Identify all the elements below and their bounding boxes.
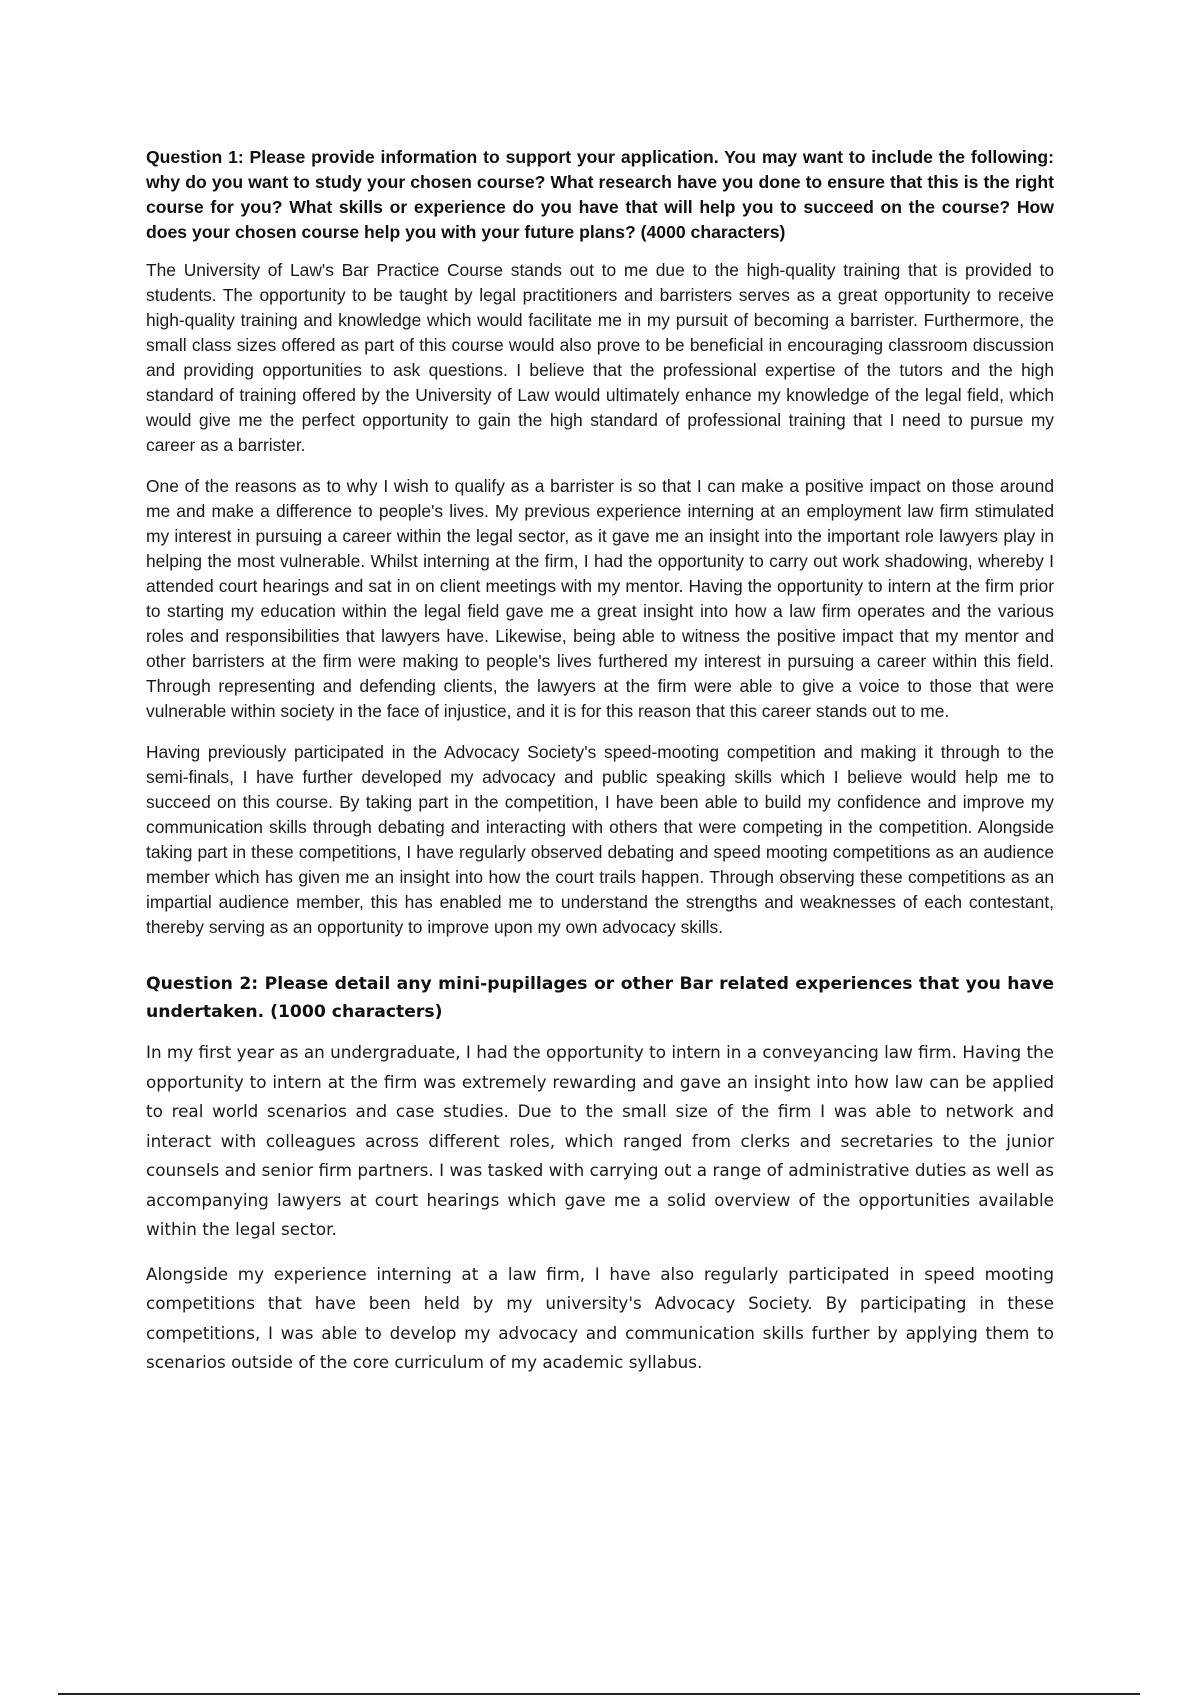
question-1-paragraph-2: One of the reasons as to why I wish to qualify as a barrister is so that I can make a positive impact on those around me and make a difference to people's lives. My previous experience interning at an employment law firm stimulated my interest in pursuing a career within the legal sector, as it gave me an insight into the important role lawyers play in helping the most vulnerable. Whilst interning at the firm, I had the opportunity to carry out work shadowing, whereby I attended court hearings and sat in on client meetings with my mentor. Having the opportunity to intern at the firm prior to starting my education within the legal field gave me a great insight into how a law firm operates and the various roles and responsibilities that lawyers have. Likewise, being able to witness the positive impact that my mentor and other barristers at the firm were making to people's lives furthered my interest in pursuing a career within this field. Through representing and defending clients, the lawyers at the firm were able to give a voice to those that were vulnerable within society in the face of injustice, and it is for this reason that this career stands out to me. [146, 476, 1054, 721]
question-2-heading: Question 2: Please detail any mini-pupillages or other Bar related experiences that you have undertaken. (1000 characters) [146, 974, 1054, 1022]
page-bottom-rule [58, 1693, 1140, 1695]
question-2-paragraph-1: In my first year as an undergraduate, I had the opportunity to intern in a conveyancing law firm. Having the opportunity to intern at the firm was extremely rewarding and gave an insight into how law can be applied to real world scenarios and case studies. Due to the small size of the firm I was able to network and interact with colleagues across different roles, which ranged from clerks and secretaries to the junior counsels and senior firm partners. I was tasked with carrying out a range of administrative duties as well as accompanying lawyers at court hearings which gave me a solid overview of the opportunities available within the legal sector. [146, 1042, 1054, 1239]
document-page [146, 145, 1054, 1393]
question-1-paragraph-3: Having previously participated in the Advocacy Society's speed-mooting competition and making it through to the semi-finals, I have further developed my advocacy and public speaking skills which I believe would help me to succeed on this course. By taking part in the competition, I have been able to build my confidence and improve my communication skills through debating and interacting with others that were competing in the competition. Alongside taking part in these competitions, I have regularly observed debating and speed mooting competitions as an audience member which has given me an insight into how the court trails happen. Through observing these competitions as an impartial audience member, this has enabled me to understand the strengths and weaknesses of each contestant, thereby serving as an opportunity to improve upon my own advocacy skills. [146, 742, 1054, 937]
question-1-heading: Question 1: Please provide information to support your application. You may want to include the following: why do you want to study your chosen course? What research have you done to ensure that this is the right course for you? What skills or experience do you have that will help you to succeed on the course? How does your chosen course help you with your future plans? (4000 characters) [146, 147, 1054, 242]
question-1-paragraph-1: The University of Law's Bar Practice Course stands out to me due to the high-quality training that is provided to students. The opportunity to be taught by legal practitioners and barristers serves as a great opportunity to receive high-quality training and knowledge which would facilitate me in my pursuit of becoming a barrister. Furthermore, the small class sizes offered as part of this course would also prove to be beneficial in encouraging classroom discussion and providing opportunities to ask questions. I believe that the professional expertise of the tutors and the high standard of training offered by the University of Law would ultimately enhance my knowledge of the legal field, which would give me the perfect opportunity to gain the high standard of professional training that I need to pursue my career as a barrister. [146, 260, 1054, 455]
question-2-paragraph-2: Alongside my experience interning at a law firm, I have also regularly participated in speed mooting competitions that have been held by my university's Advocacy Society. By participating in these competitions, I was able to develop my advocacy and communication skills further by applying them to scenarios outside of the core curriculum of my academic syllabus. [146, 1263, 1054, 1372]
